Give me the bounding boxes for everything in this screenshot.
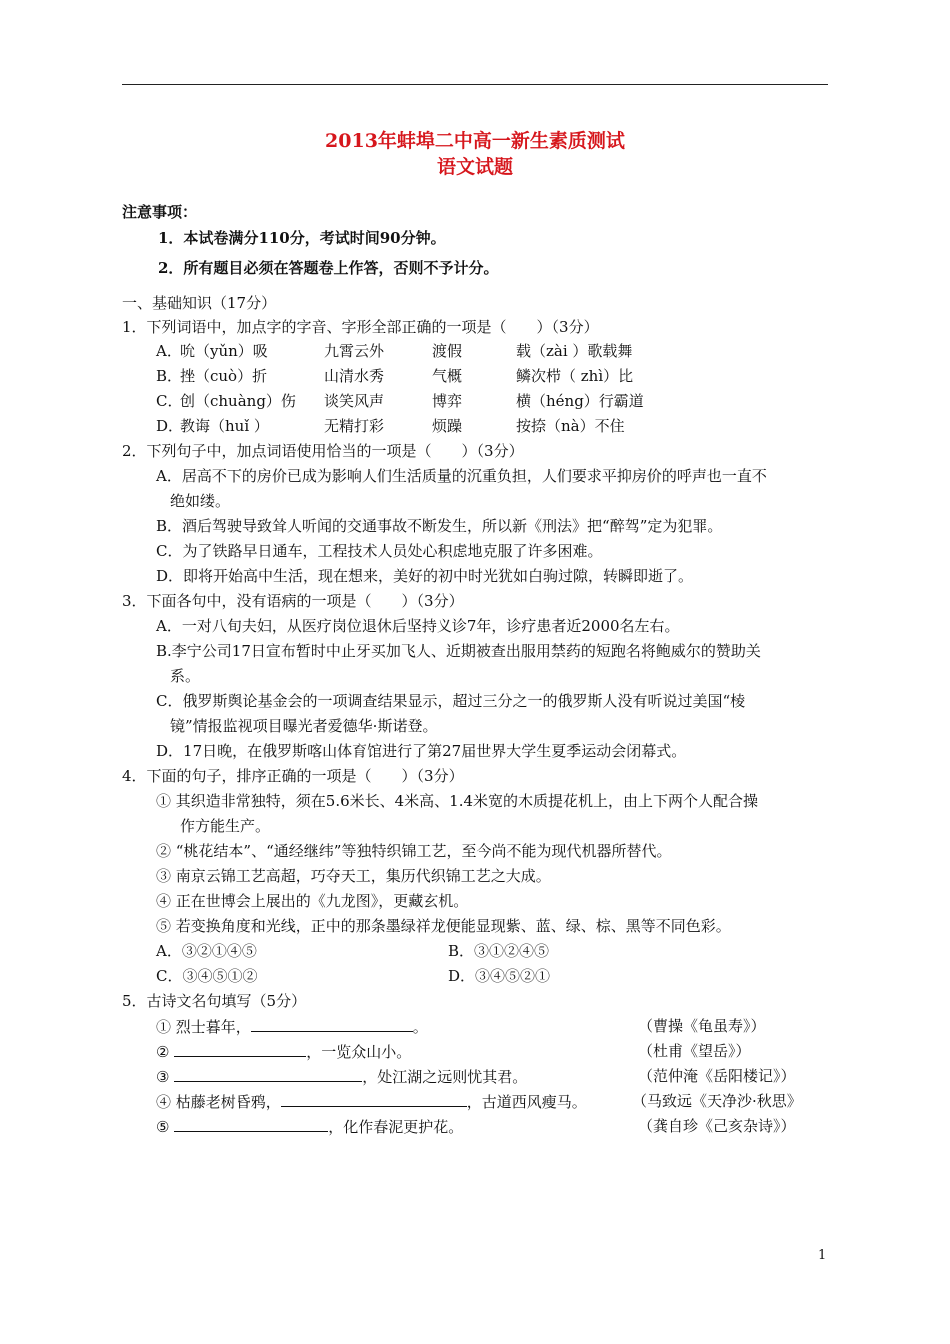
answer-blank[interactable] bbox=[174, 1041, 306, 1057]
q1-option-a: A．吮（yǔn）吸 九霄云外 渡假 载（zài ）歌载舞 bbox=[156, 342, 633, 360]
q4-sentence-4: ④ 正在世博会上展出的《九龙图》，更藏玄机。 bbox=[156, 892, 469, 910]
question-stem: 4．下面的句子，排序正确的一项是（ ）（3分） bbox=[122, 767, 464, 785]
poem-line-4: ④ 枯藤老树昏鸦， ，古道西风瘦马。 bbox=[156, 1093, 587, 1111]
q3-option-c-cont: 镜”情报监视项目曝光者爱德华·斯诺登。 bbox=[170, 717, 438, 735]
q4-sentence-2: ② “桃花结本”、“通经继纬”等独特织锦工艺，至今尚不能为现代机器所替代。 bbox=[156, 842, 672, 860]
q4-sentence-3: ③ 南京云锦工艺高超，巧夺天工，集历代织锦工艺之大成。 bbox=[156, 867, 551, 885]
exam-subtitle: 语文试题 bbox=[436, 156, 513, 178]
q4-option-a: A．③②①④⑤ bbox=[156, 942, 257, 960]
q2-option-a: A．居高不下的房价已成为影响人们生活质量的沉重负担，人们要求平抑房价的呼声也一直不 bbox=[156, 467, 767, 485]
answer-blank[interactable] bbox=[281, 1091, 467, 1107]
header-rule bbox=[122, 84, 828, 85]
exam-title: 2013年蚌埠二中高一新生素质测试 bbox=[325, 130, 625, 152]
poem-source: （范仲淹《岳阳楼记》） bbox=[638, 1067, 796, 1085]
q3-option-a: A．一对八旬夫妇，从医疗岗位退休后坚持义诊7年，诊疗患者近2000名左右。 bbox=[156, 617, 680, 635]
q4-option-b: B．③①②④⑤ bbox=[448, 942, 550, 960]
notice-item: 1．本试卷满分110分，考试时间90分钟。 bbox=[158, 229, 446, 247]
q1-option-d: D．教诲（huǐ ） 无精打彩 烦躁 按捺（nà）不住 bbox=[156, 417, 625, 435]
q4-sentence-1-cont: 作方能生产。 bbox=[180, 817, 271, 835]
question-stem: 2．下列句子中，加点词语使用恰当的一项是（ ）（3分） bbox=[122, 442, 524, 460]
poem-source: （曹操《龟虽寿》） bbox=[638, 1017, 766, 1035]
q2-option-a-cont: 绝如缕。 bbox=[170, 492, 231, 510]
q2-option-d: D．即将开始高中生活，现在想来，美好的初中时光犹如白驹过隙，转瞬即逝了。 bbox=[156, 567, 694, 585]
poem-source: （马致远《天净沙·秋思》 bbox=[632, 1092, 802, 1110]
q3-option-c: C．俄罗斯舆论基金会的一项调查结果显示，超过三分之一的俄罗斯人没有听说过美国“棱 bbox=[156, 692, 746, 710]
question-stem: 5．古诗文名句填写（5分） bbox=[122, 992, 307, 1010]
section-heading: 一、基础知识（17分） bbox=[122, 294, 277, 312]
answer-blank[interactable] bbox=[251, 1016, 413, 1032]
answer-blank[interactable] bbox=[174, 1116, 328, 1132]
poem-line-1: ① 烈士暮年， 。 bbox=[156, 1018, 428, 1036]
question-stem: 3．下面各句中，没有语病的一项是（ ）（3分） bbox=[122, 592, 464, 610]
q4-option-d: D．③④⑤②① bbox=[448, 967, 551, 985]
q3-option-b-cont: 系。 bbox=[170, 667, 201, 685]
q3-option-b: B.李宁公司17日宣布暂时中止牙买加飞人、近期被查出服用禁药的短跑名将鲍威尔的赞助关 bbox=[156, 642, 761, 660]
poem-source: （龚自珍《己亥杂诗》） bbox=[638, 1117, 796, 1135]
q2-option-c: C．为了铁路早日通车，工程技术人员处心积虑地克服了许多困难。 bbox=[156, 542, 603, 560]
q2-option-b: B．酒后驾驶导致耸人听闻的交通事故不断发生，所以新《刑法》把“醉驾”定为犯罪。 bbox=[156, 517, 723, 535]
q4-sentence-5: ⑤ 若变换角度和光线，正中的那条墨绿祥龙便能显现紫、蓝、绿、棕、黑等不同色彩。 bbox=[156, 917, 731, 935]
poem-line-2: ② ，一览众山小。 bbox=[156, 1043, 412, 1061]
question-stem: 1．下列词语中，加点字的字音、字形全部正确的一项是（ ）（3分） bbox=[122, 318, 599, 336]
answer-blank[interactable] bbox=[174, 1066, 362, 1082]
q4-option-c: C．③④⑤①② bbox=[156, 967, 258, 985]
notice-item: 2．所有题目必须在答题卷上作答，否则不予计分。 bbox=[158, 259, 499, 277]
page-number: 1 bbox=[818, 1248, 827, 1263]
notice-heading: 注意事项： bbox=[122, 203, 198, 221]
q1-option-c: C．创（chuàng）伤 谈笑风声 博弈 横（héng）行霸道 bbox=[156, 392, 644, 410]
q1-option-b: B．挫（cuò）折 山清水秀 气概 鳞次栉（ zhì）比 bbox=[156, 367, 634, 385]
poem-line-5: ⑤ ，化作春泥更护花。 bbox=[156, 1118, 464, 1136]
poem-line-3: ③ ，处江湖之远则忧其君。 bbox=[156, 1068, 528, 1086]
poem-source: （杜甫《望岳》） bbox=[638, 1042, 751, 1060]
q3-option-d: D．17日晚，在俄罗斯喀山体育馆进行了第27届世界大学生夏季运动会闭幕式。 bbox=[156, 742, 687, 760]
q4-sentence-1: ① 其织造非常独特，须在5.6米长、4米高、1.4米宽的木质提花机上，由上下两个人配合操 bbox=[156, 792, 759, 810]
